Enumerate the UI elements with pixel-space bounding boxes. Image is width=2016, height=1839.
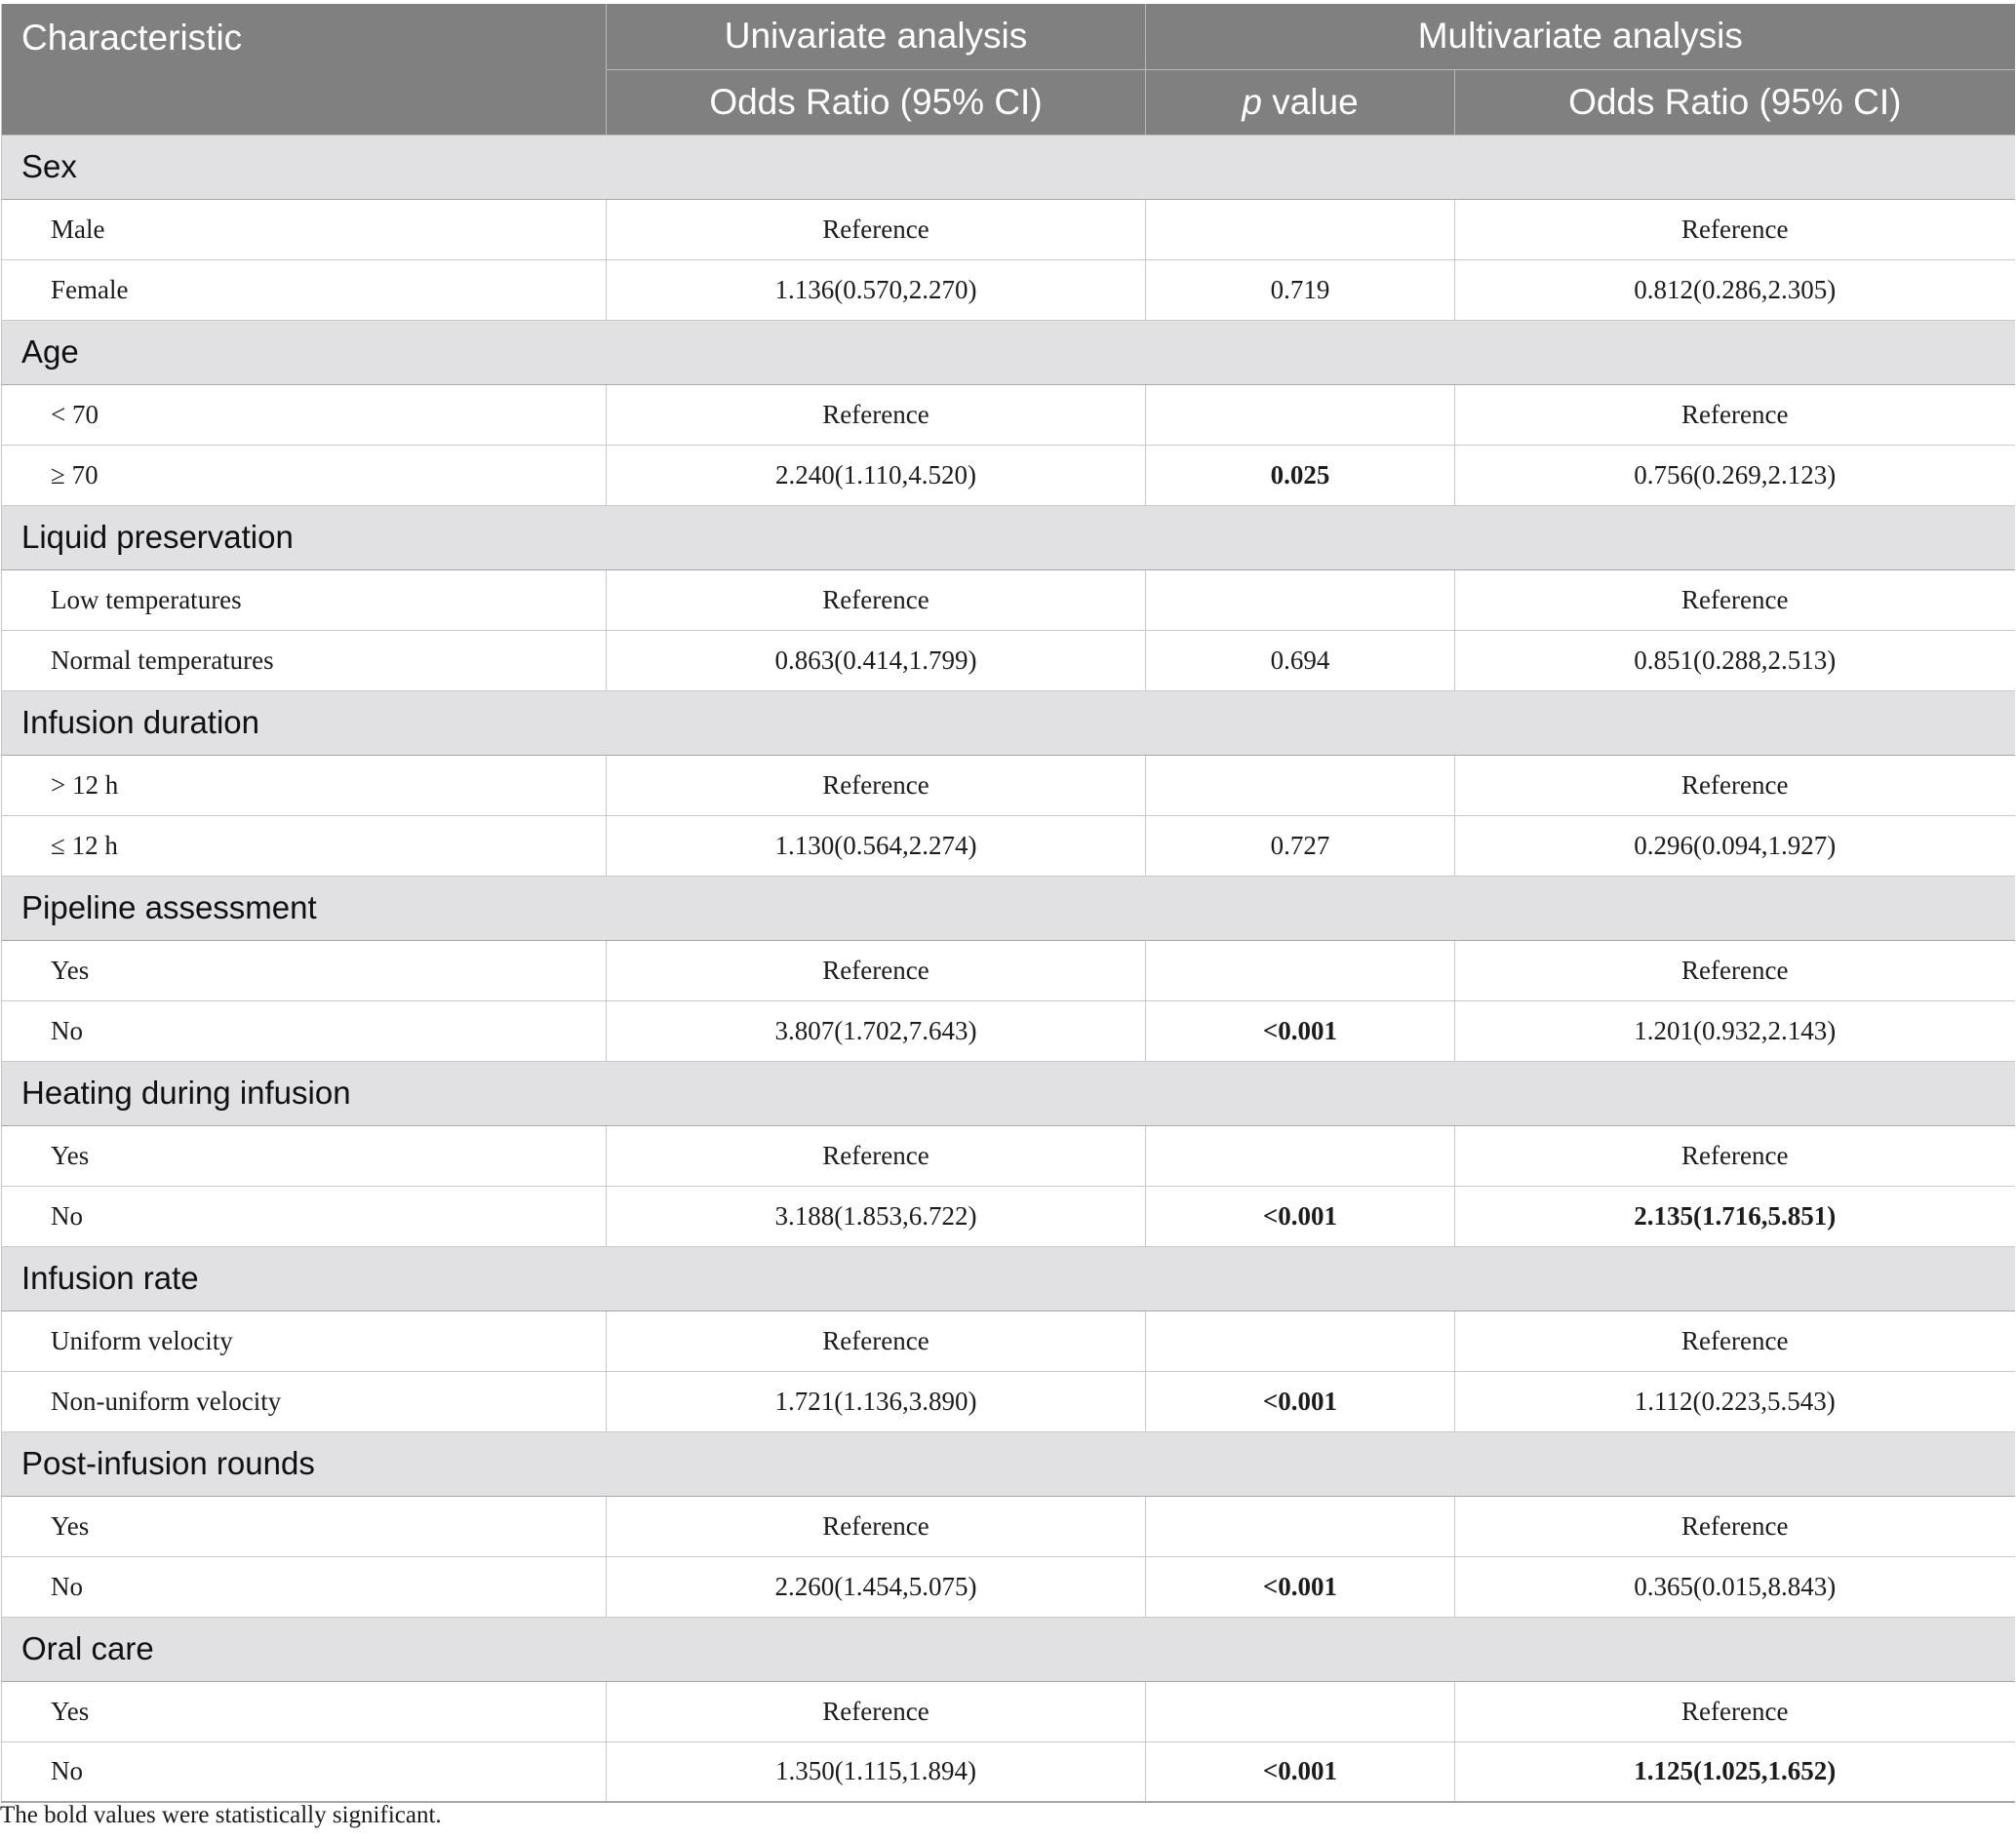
table-row [2,384,2015,445]
p-value-cell: <0.001 [1146,1000,1455,1061]
p-value-cell [1146,1311,1455,1371]
group-title: Oral care [2,1617,2015,1681]
univariate-or-cell: Reference [607,1311,1146,1371]
group-title: Pipeline assessment [2,876,2015,940]
odds-ratio-table [1,4,2015,1803]
row-label: No [2,1741,607,1802]
group-row [2,1061,2015,1125]
p-value-cell [1146,1125,1455,1186]
group-row [2,505,2015,569]
p-value-cell: <0.001 [1146,1371,1455,1431]
row-label: Male [2,199,607,259]
row-label: No [2,1000,607,1061]
p-value-cell: 0.025 [1146,445,1455,505]
row-label: ≤ 12 h [2,815,607,876]
univariate-or-cell: 2.260(1.454,5.075) [607,1556,1146,1617]
p-value-cell: <0.001 [1146,1741,1455,1802]
multivariate-or-cell: 0.756(0.269,2.123) [1455,445,2015,505]
multivariate-header: Multivariate analysis [1146,4,2015,69]
univariate-or-cell: 1.136(0.570,2.270) [607,259,1146,320]
univariate-or-cell: 3.188(1.853,6.722) [607,1186,1146,1246]
row-label: < 70 [2,384,607,445]
table-row [2,1556,2015,1617]
univariate-or-cell: 0.863(0.414,1.799) [607,630,1146,690]
group-row [2,320,2015,384]
univariate-or-cell: 3.807(1.702,7.643) [607,1000,1146,1061]
group-title: Sex [2,135,2015,199]
table-row [2,259,2015,320]
group-title: Liquid preservation [2,505,2015,569]
univariate-or-cell: 1.130(0.564,2.274) [607,815,1146,876]
multivariate-or-cell: 2.135(1.716,5.851) [1455,1186,2015,1246]
p-value-cell [1146,569,1455,630]
row-label: Yes [2,1681,607,1741]
table-row [2,815,2015,876]
row-label: > 12 h [2,755,607,815]
multivariate-or-cell: 1.125(1.025,1.652) [1455,1741,2015,1802]
multivariate-or-cell: 1.201(0.932,2.143) [1455,1000,2015,1061]
group-row [2,876,2015,940]
table-row [2,1496,2015,1556]
group-title: Infusion duration [2,690,2015,755]
multivariate-or-cell: 0.296(0.094,1.927) [1455,815,2015,876]
multivariate-or-cell: Reference [1455,384,2015,445]
univariate-or-cell: Reference [607,199,1146,259]
univariate-or-cell: Reference [607,755,1146,815]
table-row [2,1000,2015,1061]
multivariate-or-cell: Reference [1455,940,2015,1000]
univariate-or-cell: 1.350(1.115,1.894) [607,1741,1146,1802]
p-value-cell [1146,1496,1455,1556]
univariate-or-cell: Reference [607,1496,1146,1556]
p-symbol: p [1242,81,1262,122]
univariate-or-cell: 2.240(1.110,4.520) [607,445,1146,505]
univariate-or-cell: Reference [607,1681,1146,1741]
univariate-or-cell: Reference [607,569,1146,630]
group-row [2,1617,2015,1681]
multivariate-or-cell: 0.851(0.288,2.513) [1455,630,2015,690]
row-label: No [2,1556,607,1617]
p-value-cell: <0.001 [1146,1556,1455,1617]
p-value-cell [1146,1681,1455,1741]
group-title: Age [2,320,2015,384]
group-title: Infusion rate [2,1246,2015,1311]
p-value-cell [1146,199,1455,259]
p-value-cell [1146,755,1455,815]
table-footnote: The bold values were statistically significant. [0,1802,442,1828]
group-row [2,690,2015,755]
row-label: No [2,1186,607,1246]
row-label: Yes [2,940,607,1000]
multivariate-or-cell: 1.112(0.223,5.543) [1455,1371,2015,1431]
table-row [2,1125,2015,1186]
row-label: Yes [2,1496,607,1556]
multivariate-or-cell: Reference [1455,569,2015,630]
p-value-text: value [1261,81,1359,122]
univariate-or-cell: Reference [607,940,1146,1000]
row-label: Normal temperatures [2,630,607,690]
row-label: ≥ 70 [2,445,607,505]
group-row [2,135,2015,199]
univariate-or-cell: Reference [607,384,1146,445]
univariate-or-header: Odds Ratio (95% CI) [607,69,1146,135]
p-value-cell [1146,940,1455,1000]
p-value-cell: 0.719 [1146,259,1455,320]
p-value-cell [1146,384,1455,445]
table-row [2,1741,2015,1802]
multivariate-or-header: Odds Ratio (95% CI) [1455,69,2015,135]
multivariate-or-cell: Reference [1455,1681,2015,1741]
table-row [2,1186,2015,1246]
group-row [2,1246,2015,1311]
row-label: Low temperatures [2,569,607,630]
multivariate-or-cell: Reference [1455,1311,2015,1371]
row-label: Yes [2,1125,607,1186]
multivariate-or-cell: Reference [1455,755,2015,815]
group-title: Heating during infusion [2,1061,2015,1125]
row-label: Female [2,259,607,320]
row-label: Non-uniform velocity [2,1371,607,1431]
table-row [2,755,2015,815]
p-value-cell: <0.001 [1146,1186,1455,1246]
table-row [2,940,2015,1000]
multivariate-or-cell: Reference [1455,1125,2015,1186]
table-row [2,199,2015,259]
multivariate-or-cell: 0.812(0.286,2.305) [1455,259,2015,320]
multivariate-or-cell: Reference [1455,1496,2015,1556]
p-value-header [1146,69,1455,135]
table-row [2,630,2015,690]
multivariate-or-cell: Reference [1455,199,2015,259]
table-row [2,1681,2015,1741]
univariate-header: Univariate analysis [607,4,1146,69]
univariate-or-cell: Reference [607,1125,1146,1186]
p-value-cell: 0.727 [1146,815,1455,876]
table-row [2,1311,2015,1371]
table-row [2,569,2015,630]
characteristic-header: Characteristic [2,4,607,135]
univariate-or-cell: 1.721(1.136,3.890) [607,1371,1146,1431]
table-body [2,135,2015,1802]
row-label: Uniform velocity [2,1311,607,1371]
p-value-cell: 0.694 [1146,630,1455,690]
table-row [2,445,2015,505]
group-row [2,1431,2015,1496]
multivariate-or-cell: 0.365(0.015,8.843) [1455,1556,2015,1617]
group-title: Post-infusion rounds [2,1431,2015,1496]
table-header [2,4,2015,135]
table-row [2,1371,2015,1431]
